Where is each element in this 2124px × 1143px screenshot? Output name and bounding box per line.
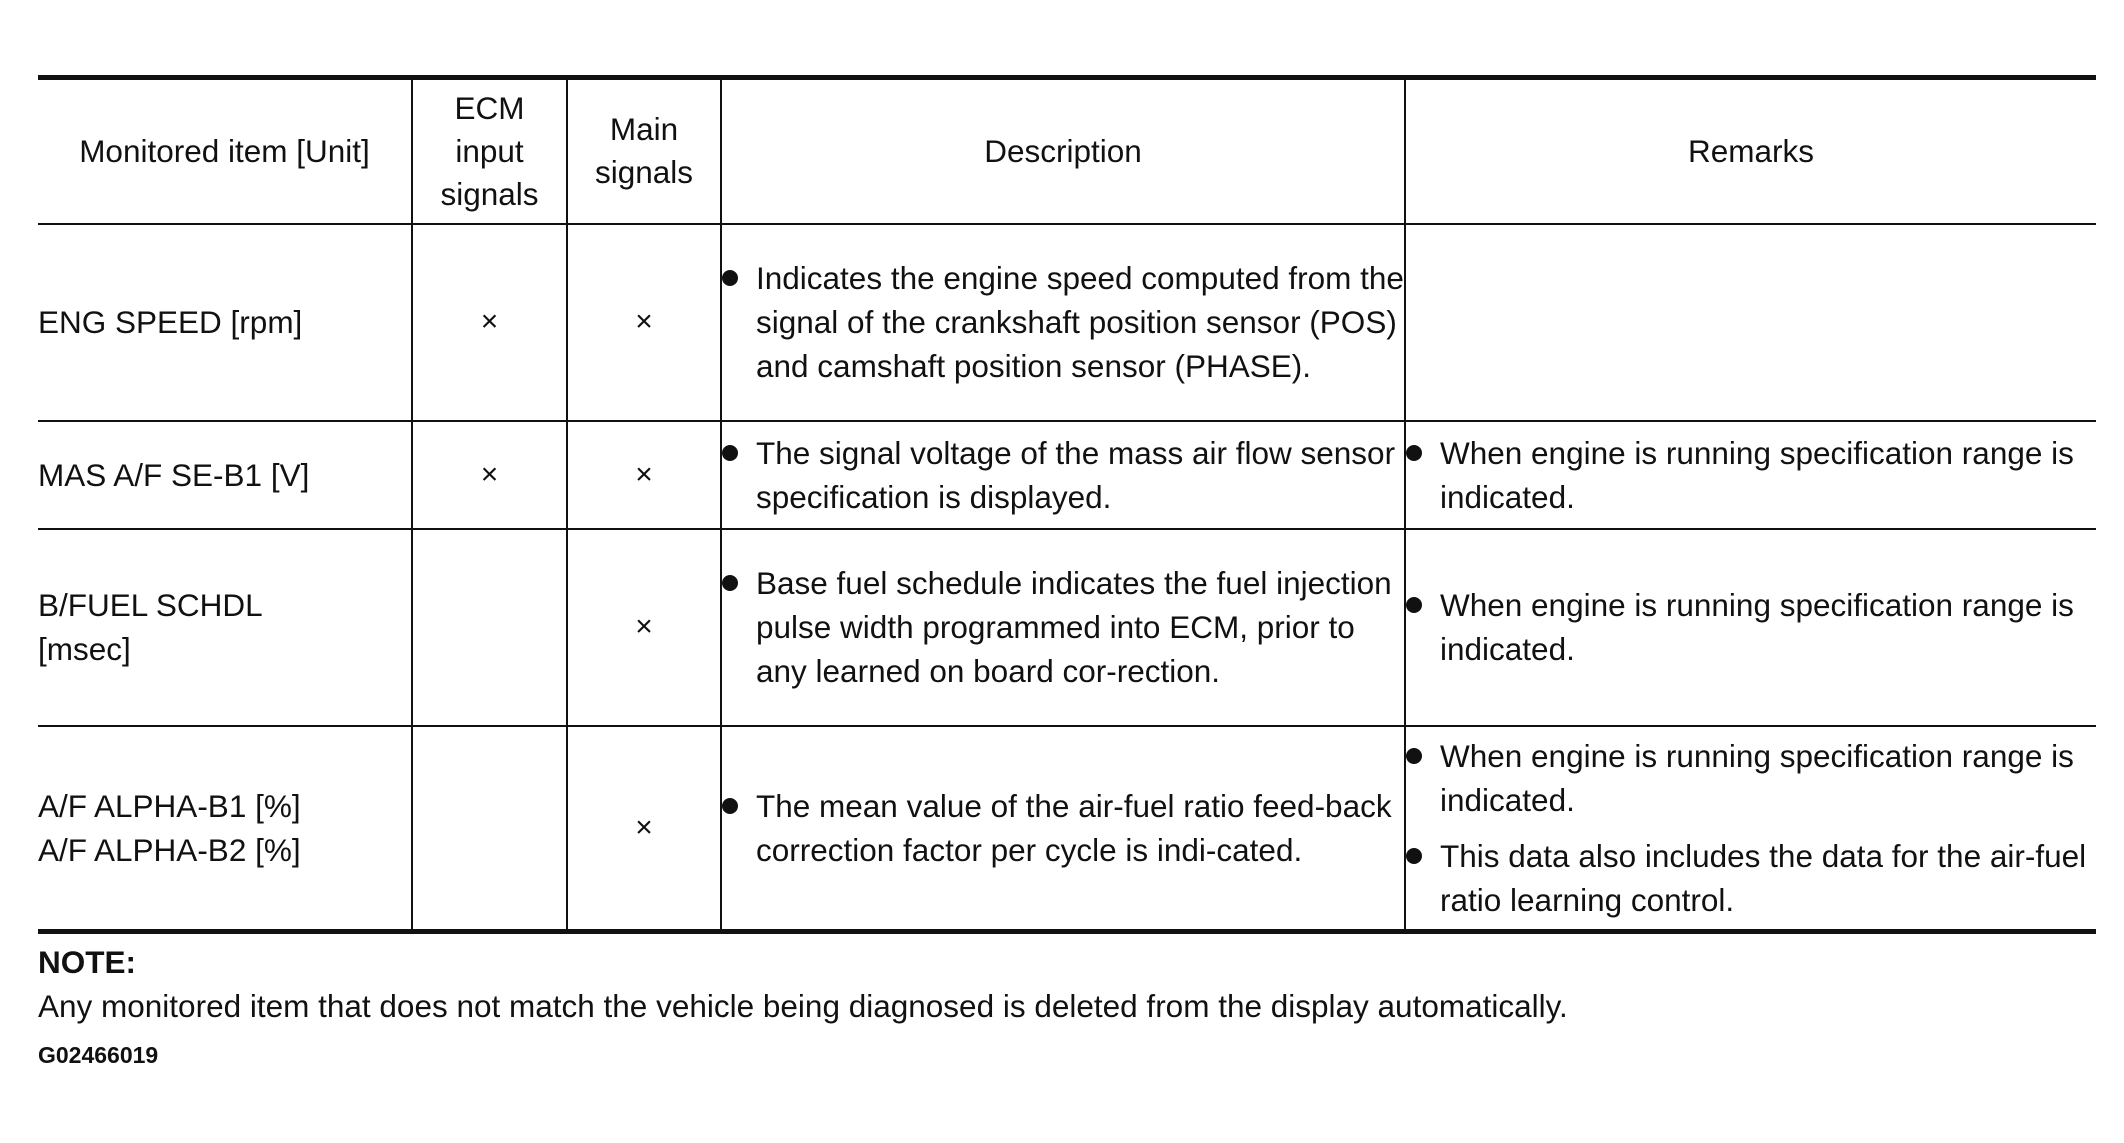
remarks-cell xyxy=(1405,726,2096,932)
description-bullet: The signal voltage of the mass air flow sensor specification is displayed. xyxy=(722,431,1404,519)
monitored-item-cell xyxy=(38,529,412,726)
table-header-row xyxy=(38,78,2096,224)
header-monitored-item: Monitored item [Unit] xyxy=(38,78,412,224)
remarks-cell xyxy=(1405,421,2096,529)
note-text: Any monitored item that does not match the vehicle being diagnosed is deleted from the display automatically. xyxy=(38,988,1568,1024)
table-row xyxy=(38,421,2096,529)
table-row xyxy=(38,224,2096,421)
header-remarks: Remarks xyxy=(1405,78,2096,224)
main-signal-mark: × xyxy=(567,224,721,421)
description-cell xyxy=(721,224,1405,421)
description-bullet: Base fuel schedule indicates the fuel injection pulse width programmed into ECM, prior to any learned on board cor-rection. xyxy=(722,561,1404,693)
main-signal-mark: × xyxy=(567,529,721,726)
header-ecm-line: ECM xyxy=(454,89,525,126)
table-row xyxy=(38,529,2096,726)
monitored-item-unit: [msec] xyxy=(38,631,131,667)
ecm-input-mark: × xyxy=(412,224,567,421)
monitored-item-label: B/FUEL SCHDL xyxy=(38,587,263,623)
header-description: Description xyxy=(721,78,1405,224)
monitored-item-label: A/F ALPHA-B1 [%] xyxy=(38,787,301,824)
monitored-item-cell xyxy=(38,421,412,529)
ecm-input-mark xyxy=(412,529,567,726)
header-ecm-line: signals xyxy=(440,175,539,212)
remark-bullet: When engine is running specification range is indicated. xyxy=(1406,734,2096,822)
description-cell xyxy=(721,529,1405,726)
table-row xyxy=(38,726,2096,932)
header-main-line: signals xyxy=(594,154,694,191)
ecm-input-mark xyxy=(412,726,567,932)
main-signal-mark: × xyxy=(567,421,721,529)
monitored-item-label: ENG SPEED [rpm] xyxy=(38,304,303,340)
description-cell xyxy=(721,726,1405,932)
remarks-cell xyxy=(1405,224,2096,421)
remark-bullet: This data also includes the data for the air-fuel ratio learning control. xyxy=(1406,834,2096,922)
figure-id: G02466019 xyxy=(38,1042,159,1068)
monitored-item-cell xyxy=(38,726,412,932)
monitored-item-label: A/F ALPHA-B2 [%] xyxy=(38,831,301,868)
document xyxy=(38,75,2096,1069)
description-bullet: Indicates the engine speed computed from the signal of the crankshaft position sensor (POS) and camshaft position sensor (PHASE). xyxy=(722,256,1404,388)
monitored-item-cell xyxy=(38,224,412,421)
header-ecm-line: input xyxy=(455,132,524,169)
remark-bullet: When engine is running specification range is indicated. xyxy=(1406,431,2096,519)
description-bullet: The mean value of the air-fuel ratio feed-back correction factor per cycle is indi-cated. xyxy=(722,784,1404,872)
remark-bullet: When engine is running specification range is indicated. xyxy=(1406,583,2096,671)
main-signal-mark: × xyxy=(567,726,721,932)
header-main-line: Main xyxy=(609,111,679,148)
header-ecm-input-signals xyxy=(412,78,567,224)
ecm-input-mark: × xyxy=(412,421,567,529)
monitor-item-table xyxy=(38,75,2096,934)
monitored-item-label: MAS A/F SE-B1 [V] xyxy=(38,456,310,493)
note-label: NOTE: xyxy=(38,944,136,980)
description-cell xyxy=(721,421,1405,529)
remarks-cell xyxy=(1405,529,2096,726)
header-main-signals xyxy=(567,78,721,224)
